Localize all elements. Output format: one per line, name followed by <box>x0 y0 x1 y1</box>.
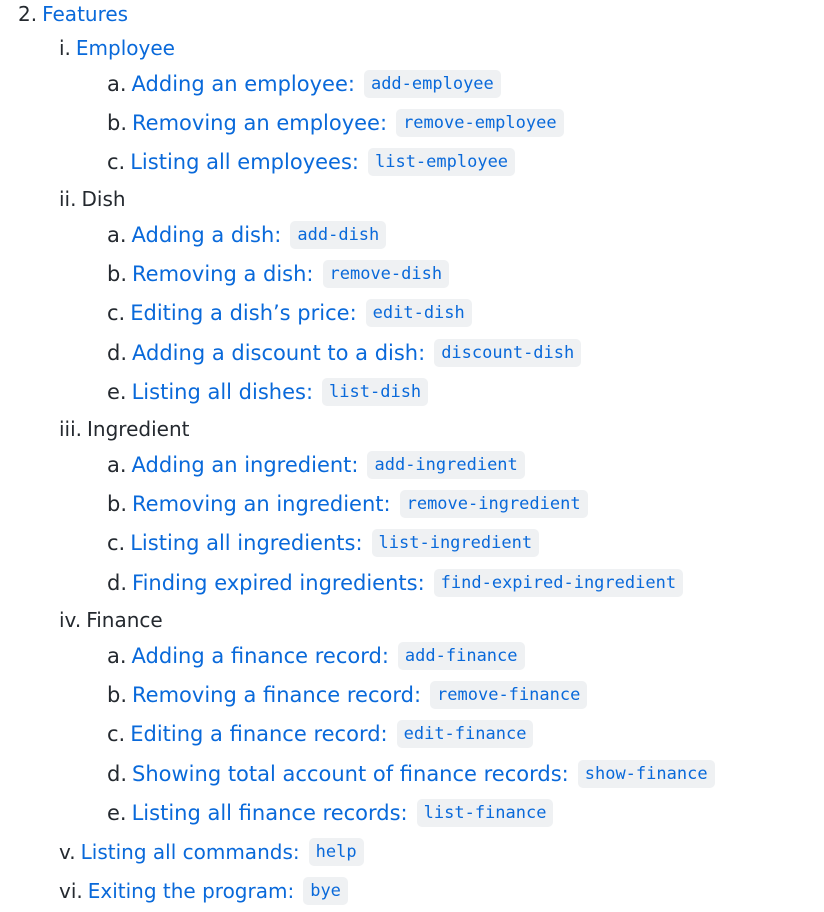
group-marker: ii. <box>59 187 77 211</box>
item-marker: d. <box>107 762 128 787</box>
command-code-find-expired-ingredient: find-expired-ingredient <box>434 569 683 597</box>
features-link[interactable]: Features <box>42 2 129 26</box>
item-marker: d. <box>107 341 128 366</box>
section-marker: 2. <box>18 2 38 26</box>
item-marker: e. <box>107 801 127 826</box>
list-item <box>0 451 525 479</box>
list-item <box>0 70 501 98</box>
group-title-employee[interactable]: Employee <box>75 36 175 60</box>
item-link-add-employee[interactable]: Adding an employee: <box>131 72 355 97</box>
item-marker: c. <box>107 150 126 175</box>
command-code-list-dish: list-dish <box>322 378 428 406</box>
list-item <box>0 109 564 137</box>
list-item <box>0 490 588 518</box>
list-item <box>0 529 539 557</box>
item-link-bye[interactable]: Exiting the program: <box>87 879 295 904</box>
command-code-edit-finance: edit-finance <box>397 720 534 748</box>
group-finance <box>0 608 163 632</box>
list-item <box>0 299 472 327</box>
command-code-bye: bye <box>303 877 348 905</box>
command-code-add-employee: add-employee <box>364 70 501 98</box>
item-link-add-finance[interactable]: Adding a finance record: <box>131 644 389 669</box>
list-item <box>0 378 428 406</box>
item-marker: b. <box>107 683 128 708</box>
item-marker: c. <box>107 301 126 326</box>
command-code-remove-dish: remove-dish <box>323 260 450 288</box>
item-marker: b. <box>107 492 128 517</box>
item-link-list-employee[interactable]: Listing all employees: <box>130 150 359 175</box>
list-item <box>0 260 449 288</box>
item-marker: a. <box>107 72 127 97</box>
list-item <box>0 221 386 249</box>
list-item <box>0 720 533 748</box>
command-code-add-dish: add-dish <box>290 221 386 249</box>
list-item <box>0 642 525 670</box>
item-link-show-finance[interactable]: Showing total account of finance records: <box>132 762 569 787</box>
command-code-list-finance: list-finance <box>417 799 554 827</box>
group-ingredient <box>0 417 189 441</box>
command-code-remove-ingredient: remove-ingredient <box>400 490 588 518</box>
command-code-remove-finance: remove-finance <box>430 681 587 709</box>
group-title-ingredient: Ingredient <box>87 417 190 441</box>
group-title-dish: Dish <box>81 187 126 211</box>
item-link-discount-dish[interactable]: Adding a discount to a dish: <box>132 341 426 366</box>
item-marker: v. <box>59 840 76 865</box>
command-code-edit-dish: edit-dish <box>366 299 472 327</box>
group-marker: iii. <box>59 417 83 441</box>
command-code-discount-dish: discount-dish <box>434 339 581 367</box>
list-item <box>0 760 715 788</box>
command-code-list-ingredient: list-ingredient <box>372 529 540 557</box>
item-marker: b. <box>107 111 128 136</box>
command-code-add-ingredient: add-ingredient <box>367 451 524 479</box>
item-link-add-ingredient[interactable]: Adding an ingredient: <box>131 453 359 478</box>
item-marker: a. <box>107 223 127 248</box>
list-item <box>0 148 515 176</box>
item-marker: c. <box>107 531 126 556</box>
list-item <box>0 799 553 827</box>
command-code-list-employee: list-employee <box>368 148 515 176</box>
group-dish <box>0 187 126 211</box>
extra-item <box>0 877 348 905</box>
item-link-remove-dish[interactable]: Removing a dish: <box>132 262 314 287</box>
group-employee <box>0 36 175 60</box>
list-item <box>0 339 581 367</box>
item-link-list-finance[interactable]: Listing all finance records: <box>131 801 408 826</box>
item-marker: e. <box>107 380 127 405</box>
item-link-list-ingredient[interactable]: Listing all ingredients: <box>130 531 363 556</box>
item-link-list-dish[interactable]: Listing all dishes: <box>131 380 314 405</box>
item-link-remove-employee[interactable]: Removing an employee: <box>132 111 388 136</box>
item-marker: a. <box>107 644 127 669</box>
item-marker: d. <box>107 571 128 596</box>
list-item <box>0 569 683 597</box>
extra-item <box>0 838 364 866</box>
command-code-help: help <box>309 838 364 866</box>
list-item <box>0 681 587 709</box>
command-code-show-finance: show-finance <box>578 760 715 788</box>
command-code-remove-employee: remove-employee <box>396 109 564 137</box>
group-marker: iv. <box>59 608 82 632</box>
item-marker: c. <box>107 722 126 747</box>
item-marker: b. <box>107 262 128 287</box>
group-marker: i. <box>59 36 71 60</box>
item-link-find-expired-ingredient[interactable]: Finding expired ingredients: <box>132 571 425 596</box>
item-link-add-dish[interactable]: Adding a dish: <box>131 223 282 248</box>
item-link-remove-ingredient[interactable]: Removing an ingredient: <box>132 492 391 517</box>
item-link-remove-finance[interactable]: Removing a finance record: <box>132 683 422 708</box>
item-link-help[interactable]: Listing all commands: <box>80 840 300 865</box>
item-link-edit-dish[interactable]: Editing a dish’s price: <box>130 301 357 326</box>
section-heading <box>0 2 128 26</box>
group-title-finance: Finance <box>86 608 163 632</box>
command-code-add-finance: add-finance <box>398 642 525 670</box>
item-marker: vi. <box>59 879 83 904</box>
item-link-edit-finance[interactable]: Editing a finance record: <box>130 722 388 747</box>
item-marker: a. <box>107 453 127 478</box>
